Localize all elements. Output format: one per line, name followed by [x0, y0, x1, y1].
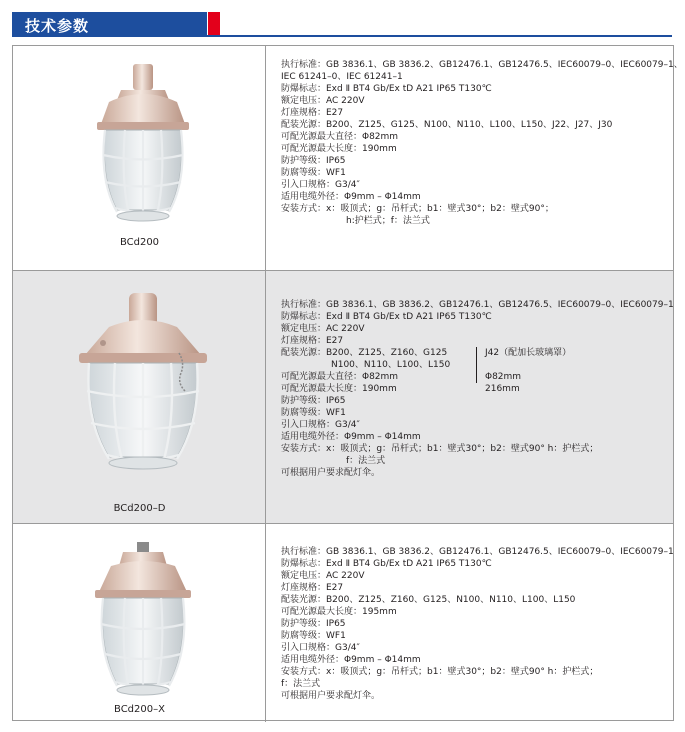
spec-line-diameter: [281, 371, 674, 383]
spec-line: f：法兰式: [281, 679, 321, 689]
header-accent: [208, 12, 220, 37]
spec-line: 适用电缆外径：Φ9mm – Φ14mm: [281, 192, 421, 202]
product-image-cell: [13, 524, 266, 722]
model-label: BCd200: [119, 237, 160, 248]
spec-line: 可根据用户要求配灯伞。: [281, 691, 381, 701]
spec-line: 防腐等级：WF1: [281, 408, 346, 418]
column-divider: [476, 359, 477, 371]
product-row-bcd200-x: [13, 524, 673, 722]
spec-line: 配装光源：B200、Z125、Z160、G125、N100、N110、L100、L150: [281, 595, 576, 605]
lamp-bcd200-image: [83, 60, 203, 230]
spec-line: 灯座规格：E27: [281, 336, 344, 346]
lamp-types-cont: N100、N110、L100、L150: [331, 360, 451, 370]
spec-line: 配装光源：B200、Z125、G125、N100、N110、L100、L150、J22、J27、J30: [281, 120, 613, 130]
spec-line: 防爆标志：Exd Ⅱ BT4 Gb/Ex tD A21 IP65 T130℃: [281, 312, 492, 322]
product-row-bcd200-d: [13, 271, 673, 524]
spec-line: 引入口规格：G3/4″: [281, 180, 360, 190]
spec-line: 防护等级：IP65: [281, 619, 346, 629]
spec-line: f：法兰式: [346, 456, 386, 466]
model-label: BCd200–D: [113, 503, 166, 514]
lamp-note: J42（配加长玻璃罩）: [485, 348, 572, 358]
diameter-alt: Φ82mm: [485, 372, 522, 382]
section-title: 技术参数: [25, 17, 90, 35]
lamp-bcd200-x-image: [83, 540, 203, 700]
lamp-bcd200-d-image: [73, 291, 213, 471]
spec-line: IEC 61241–0、IEC 61241–1: [281, 72, 403, 82]
spec-line: 可配光源最大长度：190mm: [281, 144, 397, 154]
spec-line: 额定电压：AC 220V: [281, 571, 365, 581]
spec-line: 防护等级：IP65: [281, 396, 346, 406]
spec-line-length: [281, 383, 674, 395]
spec-line: 安装方式：x：吸顶式；g：吊杆式；b1：壁式30°；b2：壁式90° h：护栏式；: [281, 444, 599, 454]
spec-line: 防爆标志：Exd Ⅱ BT4 Gb/Ex tD A21 IP65 T130℃: [281, 559, 492, 569]
spec-list: [281, 59, 683, 227]
diameter: 可配光源最大直径：Φ82mm: [281, 372, 399, 382]
spec-line: 可配光源最大直径：Φ82mm: [281, 132, 399, 142]
spec-list: [281, 299, 674, 479]
spec-line: 执行标准：GB 3836.1、GB 3836.2、GB12476.1、GB12476.5、IEC60079–0、IEC60079–1、: [281, 60, 683, 70]
spec-line: 可根据用户要求配灯伞。: [281, 468, 381, 478]
lamp-types: 配装光源：B200、Z125、Z160、G125: [281, 348, 448, 358]
spec-line: 额定电压：AC 220V: [281, 96, 365, 106]
header-underline: [12, 35, 672, 37]
spec-list: [281, 546, 674, 702]
spec-line: 灯座规格：E27: [281, 108, 344, 118]
spec-line: 引入口规格：G3/4″: [281, 643, 360, 653]
spec-line: 防腐等级：WF1: [281, 631, 346, 641]
spec-line: 防腐等级：WF1: [281, 168, 346, 178]
spec-line: 防护等级：IP65: [281, 156, 346, 166]
spec-line: 执行标准：GB 3836.1、GB 3836.2、GB12476.1、GB12476.5、IEC60079–0、IEC60079–1: [281, 547, 674, 557]
spec-line: 执行标准：GB 3836.1、GB 3836.2、GB12476.1、GB12476.5、IEC60079–0、IEC60079–1: [281, 300, 674, 310]
product-row-bcd200: [13, 46, 683, 271]
spec-line: 安装方式：x：吸顶式；g：吊杆式；b1：壁式30°；b2：壁式90°；: [281, 204, 554, 214]
spec-line: 灯座规格：E27: [281, 583, 344, 593]
spec-table: [12, 45, 683, 721]
spec-line: 适用电缆外径：Φ9mm – Φ14mm: [281, 432, 421, 442]
model-label: BCd200–X: [114, 704, 165, 715]
spec-line-lamps: [281, 347, 674, 359]
product-image-cell: [13, 271, 266, 523]
spec-line: 引入口规格：G3/4″: [281, 420, 360, 430]
spec-line: 安装方式：x：吸顶式；g：吊杆式；b1：壁式30°；b2：壁式90° h：护栏式；: [281, 667, 599, 677]
section-header: [12, 12, 672, 37]
spec-line-lamps-2: [281, 359, 674, 371]
spec-line: 可配光源最大长度：195mm: [281, 607, 397, 617]
length: 可配光源最大长度：190mm: [281, 384, 397, 394]
spec-line: h:护栏式；f：法兰式: [346, 216, 430, 226]
spec-line: 适用电缆外径：Φ9mm – Φ14mm: [281, 655, 421, 665]
spec-line: 防爆标志：Exd Ⅱ BT4 Gb/Ex tD A21 IP65 T130℃: [281, 84, 492, 94]
spec-line: 额定电压：AC 220V: [281, 324, 365, 334]
length-alt: 216mm: [485, 384, 520, 394]
product-image-cell: [13, 46, 266, 270]
